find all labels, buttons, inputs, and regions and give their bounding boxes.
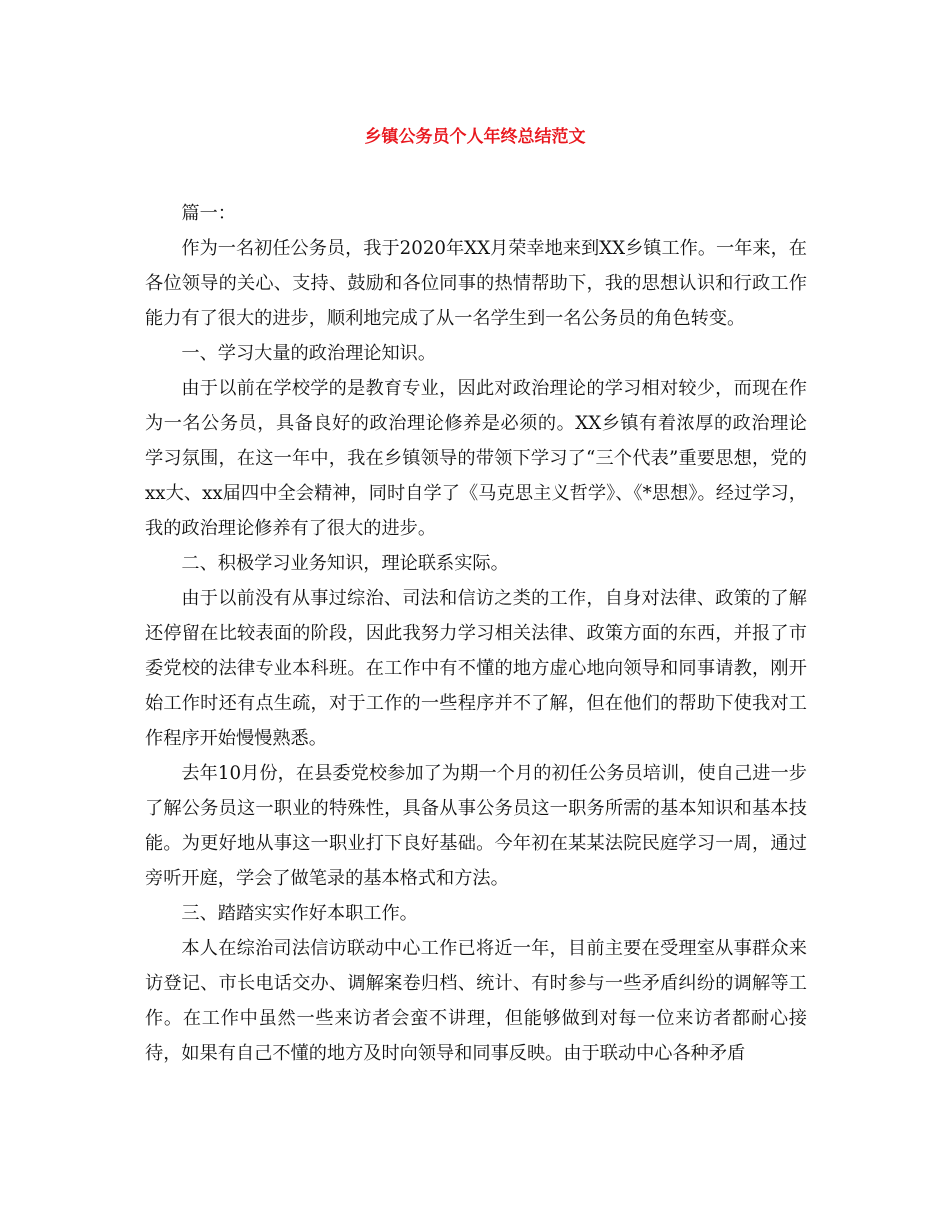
paragraph-intro: 作为一名初任公务员，我于2020年XX月荣幸地来到XX乡镇工作。一年来，在各位领导的关心、支持、鼓励和各位同事的热情帮助下，我的思想认识和行政工作能力有了很大的进步，顺利地完成了从一名学生到一名公务员的角色转变。 xyxy=(145,238,807,329)
paragraph-business-study: 由于以前没有从事过综治、司法和信访之类的工作，自身对法律、政策的了解还停留在比较表面的阶段，因此我努力学习相关法律、政策方面的东西，并报了市委党校的法律专业本科班。在工作中有不懂的地方虚心地向领导和同事请教，刚开始工作时还有点生疏，对于工作的一些程序并不了解，但在他们的帮助下使我对工作程序开始慢慢熟悉。 xyxy=(145,588,807,749)
paragraph-training: 去年10月份，在县委党校参加了为期一个月的初任公务员培训，使自己进一步了解公务员这一职业的特殊性，具备从事公务员这一职务所需的基本知识和基本技能。为更好地从事这一职业打下良好基础。今年初在某某法院民庭学习一周，通过旁听开庭，学会了做笔录的基本格式和方法。 xyxy=(145,763,807,889)
document-title: 乡镇公务员个人年终总结范文 xyxy=(364,127,586,147)
paragraph-heading-2: 二、积极学习业务知识，理论联系实际。 xyxy=(181,553,509,574)
paragraph-duties: 本人在综治司法信访联动中心工作已将近一年，目前主要在受理室从事群众来访登记、市长电话交办、调解案卷归档、统计、有时参与一些矛盾纠纷的调解等工作。在工作中虽然一些来访者会蛮不讲理，但能够做到对每一位来访者都耐心接待，如果有自己不懂的地方及时向领导和同事反映。由于联动中心各种矛盾 xyxy=(145,938,807,1064)
paragraph-heading-3: 三、踏踏实实作好本职工作。 xyxy=(181,903,418,924)
paragraph-heading-1: 一、学习大量的政治理论知识。 xyxy=(181,343,437,364)
paragraph-political-study: 由于以前在学校学的是教育专业，因此对政治理论的学习相对较少，而现在作为一名公务员，具备良好的政治理论修养是必须的。XX乡镇有着浓厚的政治理论学习氛围，在这一年中，我在乡镇领导的带领下学习了“三个代表”重要思想，党的xx大、xx届四中全会精神，同时自学了《马克思主义哲学》、《*思想》。经过学习，我的政治理论修养有了很大的进步。 xyxy=(145,378,807,539)
document-body xyxy=(145,196,807,1071)
paragraph-section-label: 篇一： xyxy=(181,203,236,224)
